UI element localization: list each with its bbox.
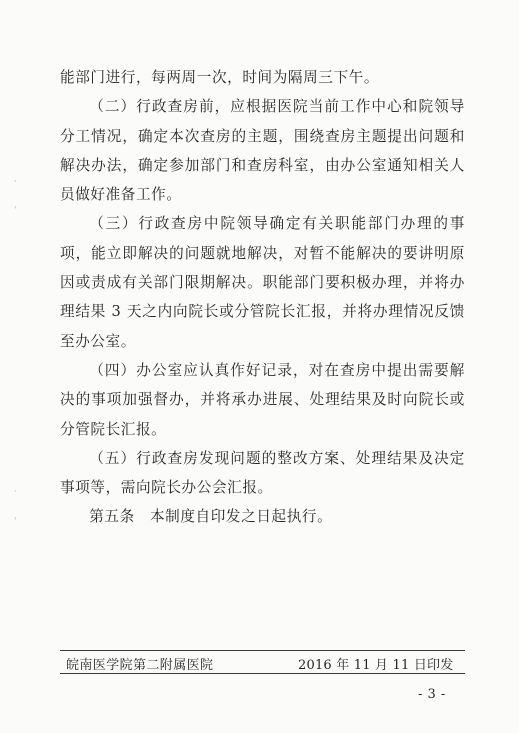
paragraph-item-4: （四）办公室应认真作好记录，对在查房中提出需要解决的事项加强督办，并将承办进展、处理结果及时向院长或分管院长汇报。	[60, 361, 465, 438]
paragraph-continuation: 能部门进行，每两周一次，时间为隔周三下午。	[60, 69, 380, 86]
footer-rule-bottom	[60, 673, 465, 674]
footer-issuing-organization: 皖南医学院第二附属医院	[66, 658, 214, 673]
scan-speck: '	[14, 517, 17, 527]
paragraph-item-3: （三）行政查房中院领导确定有关职能部门办理的事项，能立即解决的问题就地解决，对暂不能解决的要讲明原因或责成有关部门限期解决。职能部门要积极办理，并将办理结果 3 天之内向院长或分管院长汇报，并将办理情况反馈至办公室。	[60, 215, 465, 350]
footer-rule-top	[60, 650, 465, 651]
scan-speck: '	[14, 206, 17, 216]
scan-speck: ·	[14, 177, 17, 187]
paragraph-item-2: （二）行政查房前，应根据医院当前工作中心和院领导分工情况，确定本次查房的主题，围绕查房主题提出问题和解决办法，确定参加部门和查房科室，由办公室通知相关人员做好准备工作。	[60, 98, 465, 204]
article-five: 第五条 本制度自印发之日起执行。	[89, 508, 333, 526]
document-body	[60, 63, 465, 532]
scan-speck: ·	[14, 487, 17, 497]
paragraph-item-5: （五）行政查房发现问题的整改方案、处理结果及决定事项等，需向院长办公会汇报。	[60, 449, 465, 497]
page-number: - 3 -	[418, 687, 446, 702]
footer-issue-date: 2016 年 11 月 11 日印发	[298, 658, 454, 673]
